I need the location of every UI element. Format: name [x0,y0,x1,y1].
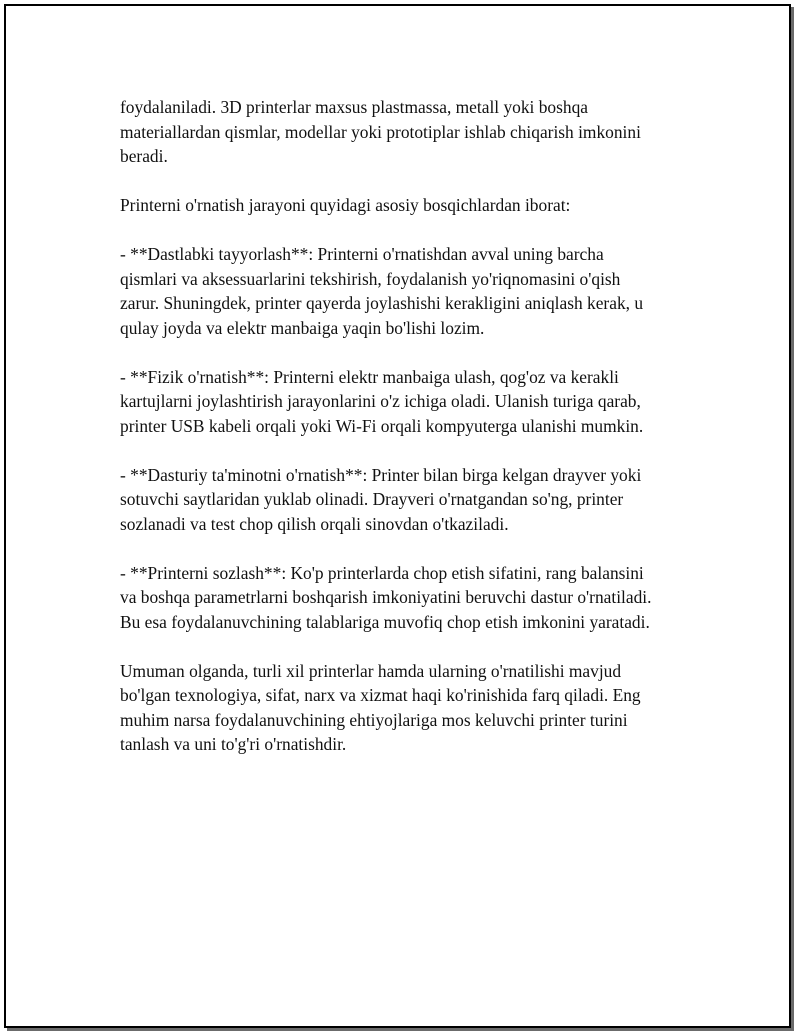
list-item-preparation: - **Dastlabki tayyorlash**: Printerni o'rnatishdan avval uning barcha qismlari va aksessuarlarini tekshirish, foydalanish yo'riqnomasini o'qish zarur. Shuningdek, printer qayerda joylashishi kerakligini aniqlash kerak, u qulay joyda va elektr manbaiga yaqin bo'lishi lozim. [120,244,644,338]
paragraph-steps-intro: Printerni o'rnatish jarayoni quyidagi asosiy bosqichlardan iborat: [120,195,571,215]
document-page [4,4,791,1028]
list-item-software-install: - **Dasturiy ta'minotni o'rnatish**: Printer bilan birga kelgan drayver yoki sotuvchi saytlaridan yuklab olinadi. Drayveri o'rnatgandan so'ng, printer sozlanadi va test chop qilish orqali sinovdan o'tkaziladi. [120,464,642,534]
paragraph-intro-continuation: foydalaniladi. 3D printerlar maxsus plastmassa, metall yoki boshqa materiallardan qismlar, modellar yoki prototiplar ishlab chiqarish imkonini beradi. [120,97,641,166]
document-body [120,95,700,781]
list-item-configuration: - **Printerni sozlash**: Ko'p printerlarda chop etish sifatini, rang balansini va boshqa parametrlarni boshqarish imkoniyatini beruvchi dastur o'rnatiladi. Bu esa foydalanuvchining talablariga muvofiq chop etish imkonini yaratadi. [120,562,652,632]
list-item-physical-install: - **Fizik o'rnatish**: Printerni elektr manbaiga ulash, qog'oz va kerakli kartujlarni joylashtirish jarayonlarini o'z ichiga oladi. Ulanish turiga qarab, printer USB kabeli orqali yoki Wi-Fi orqali kompyuterga ulanishi mumkin. [120,366,644,436]
paragraph-conclusion: Umuman olganda, turli xil printerlar hamda ularning o'rnatilishi mavjud bo'lgan texnologiya, sifat, narx va xizmat haqi ko'rinishida farq qiladi. Eng muhim narsa foydalanuvchining ehtiyojlariga mos keluvchi printer turini tanlash va uni to'g'ri o'rnatishdir. [120,660,641,754]
